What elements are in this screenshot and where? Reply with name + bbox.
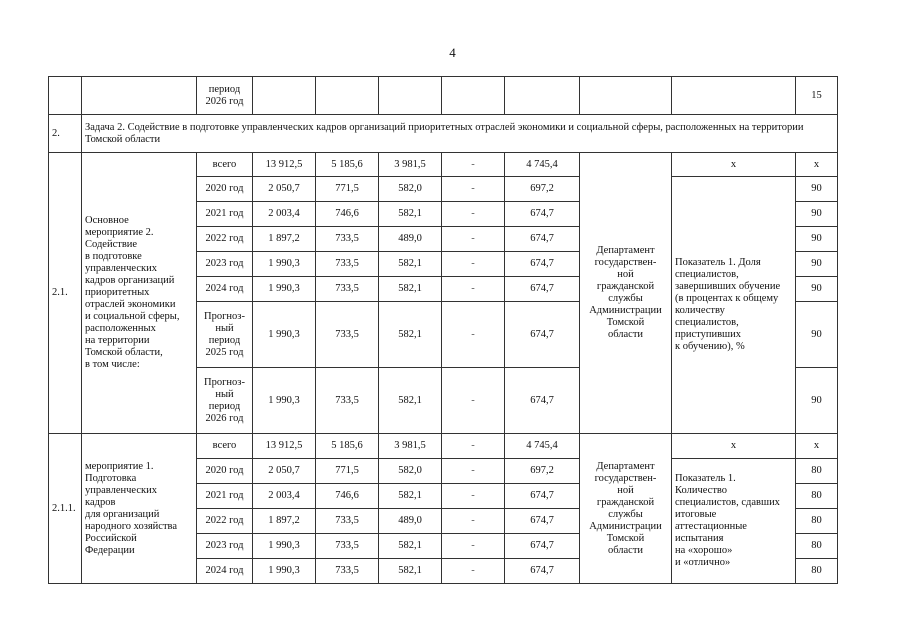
total-value: 2 050,7 — [253, 177, 316, 202]
value-cell — [379, 77, 442, 115]
block-name: Основное мероприятие 2. Содействие в подготовке управленческих кадров организаций приоритетных отраслей экономики и социальной сферы, расположенных на территории Томской области, в том числе: — [82, 153, 197, 434]
target-value-cell: 80 — [796, 509, 838, 534]
value-cell: - — [442, 177, 505, 202]
total-value: 13 912,5 — [253, 153, 316, 177]
value-cell: 582,0 — [379, 177, 442, 202]
target-value-cell: 90 — [796, 177, 838, 202]
department-cell: Департамент государствен- ной гражданской службы Администрации Томской области — [580, 153, 672, 434]
target-value-cell: 15 — [796, 77, 838, 115]
target-value-cell: 80 — [796, 484, 838, 509]
value-cell: 771,5 — [316, 459, 379, 484]
value-cell: 582,1 — [379, 252, 442, 277]
target-value-cell: 90 — [796, 202, 838, 227]
value-cell: 582,1 — [379, 368, 442, 434]
value-cell: - — [442, 534, 505, 559]
block-name: мероприятие 1. Подготовка управленческих кадров для организаций народного хозяйства Российской Федерации — [82, 434, 197, 584]
value-cell: 582,0 — [379, 459, 442, 484]
value-cell: - — [442, 153, 505, 177]
year-cell: 2024 год — [197, 277, 253, 302]
table-row — [49, 77, 838, 115]
total-value: 13 912,5 — [253, 434, 316, 459]
year-cell: 2020 год — [197, 459, 253, 484]
year-cell: 2021 год — [197, 202, 253, 227]
value-cell: 582,1 — [379, 484, 442, 509]
value-cell: 674,7 — [505, 559, 580, 584]
num-cell — [49, 77, 82, 115]
value-cell: 674,7 — [505, 484, 580, 509]
year-cell: 2022 год — [197, 227, 253, 252]
value-cell — [316, 77, 379, 115]
year-cell: Прогноз- ный период 2026 год — [197, 368, 253, 434]
year-cell: 2021 год — [197, 484, 253, 509]
value-cell: 3 981,5 — [379, 434, 442, 459]
target-value-cell: х — [796, 153, 838, 177]
target-value-cell: 80 — [796, 559, 838, 584]
year-cell: период 2026 год — [197, 77, 253, 115]
value-cell: 5 185,6 — [316, 434, 379, 459]
value-cell: - — [442, 434, 505, 459]
department-cell — [580, 77, 672, 115]
value-cell: 674,7 — [505, 368, 580, 434]
value-cell: - — [442, 459, 505, 484]
block-number: 2.1.1. — [49, 434, 82, 584]
value-cell: 582,1 — [379, 559, 442, 584]
value-cell: 733,5 — [316, 277, 379, 302]
value-cell: 674,7 — [505, 509, 580, 534]
value-cell: 733,5 — [316, 227, 379, 252]
total-value: 1 990,3 — [253, 368, 316, 434]
table-row — [49, 153, 838, 177]
value-cell: - — [442, 484, 505, 509]
value-cell: - — [442, 302, 505, 368]
value-cell: - — [442, 227, 505, 252]
year-cell: Прогноз- ный период 2025 год — [197, 302, 253, 368]
value-cell: 582,1 — [379, 302, 442, 368]
total-value: 2 050,7 — [253, 459, 316, 484]
target-value-cell: 90 — [796, 368, 838, 434]
value-cell: 3 981,5 — [379, 153, 442, 177]
target-value-cell: 90 — [796, 277, 838, 302]
year-cell: 2023 год — [197, 252, 253, 277]
name-cell — [82, 77, 197, 115]
year-cell: 2024 год — [197, 559, 253, 584]
block-number: 2.1. — [49, 153, 82, 434]
task-text: Задача 2. Содействие в подготовке управленческих кадров организаций приоритетных отраслей экономики и социальной сферы, расположенных на территории Томской области — [82, 115, 838, 153]
value-cell: 674,7 — [505, 534, 580, 559]
year-cell: 2023 год — [197, 534, 253, 559]
value-cell: 733,5 — [316, 368, 379, 434]
value-cell: - — [442, 202, 505, 227]
indicator-cell — [672, 77, 796, 115]
value-cell: 582,1 — [379, 202, 442, 227]
total-value: 1 990,3 — [253, 252, 316, 277]
total-value: 1 990,3 — [253, 534, 316, 559]
value-cell: 733,5 — [316, 252, 379, 277]
department-cell: Департамент государствен- ной гражданской службы Администрации Томской области — [580, 434, 672, 584]
value-cell: 674,7 — [505, 202, 580, 227]
value-cell: 697,2 — [505, 459, 580, 484]
value-cell — [442, 77, 505, 115]
year-cell: 2020 год — [197, 177, 253, 202]
target-value-cell: х — [796, 434, 838, 459]
value-cell — [505, 77, 580, 115]
program-table — [48, 76, 838, 584]
indicator-cell: Показатель 1. Доля специалистов, завершивших обучение (в процентах к общему количеству специалистов, приступивших к обучению), % — [672, 177, 796, 434]
value-cell: 733,5 — [316, 559, 379, 584]
target-value-cell: 80 — [796, 459, 838, 484]
value-cell: 674,7 — [505, 227, 580, 252]
value-cell: 582,1 — [379, 534, 442, 559]
value-cell: 697,2 — [505, 177, 580, 202]
value-cell: 489,0 — [379, 509, 442, 534]
total-value: 1 897,2 — [253, 227, 316, 252]
target-value-cell: 90 — [796, 227, 838, 252]
total-value: 2 003,4 — [253, 484, 316, 509]
value-cell: 771,5 — [316, 177, 379, 202]
value-cell — [253, 77, 316, 115]
value-cell: 489,0 — [379, 227, 442, 252]
target-value-cell: 90 — [796, 252, 838, 277]
indicator-total-cell: х — [672, 434, 796, 459]
value-cell: - — [442, 559, 505, 584]
value-cell: 4 745,4 — [505, 153, 580, 177]
value-cell: 746,6 — [316, 202, 379, 227]
value-cell: - — [442, 252, 505, 277]
value-cell: 733,5 — [316, 302, 379, 368]
value-cell: - — [442, 368, 505, 434]
total-value: 1 990,3 — [253, 559, 316, 584]
table-row — [49, 434, 838, 459]
value-cell: 733,5 — [316, 509, 379, 534]
total-value: 1 990,3 — [253, 302, 316, 368]
indicator-total-cell: х — [672, 153, 796, 177]
year-cell: всего — [197, 434, 253, 459]
total-value: 1 897,2 — [253, 509, 316, 534]
value-cell: 733,5 — [316, 534, 379, 559]
value-cell: 4 745,4 — [505, 434, 580, 459]
value-cell: 674,7 — [505, 252, 580, 277]
indicator-cell: Показатель 1. Количество специалистов, сдавших итоговые аттестационные испытания на «хорошо» и «отлично» — [672, 459, 796, 584]
value-cell: 746,6 — [316, 484, 379, 509]
value-cell: - — [442, 509, 505, 534]
target-value-cell: 90 — [796, 302, 838, 368]
value-cell: - — [442, 277, 505, 302]
task-number: 2. — [49, 115, 82, 153]
target-value-cell: 80 — [796, 534, 838, 559]
value-cell: 674,7 — [505, 277, 580, 302]
value-cell: 674,7 — [505, 302, 580, 368]
year-cell: 2022 год — [197, 509, 253, 534]
value-cell: 582,1 — [379, 277, 442, 302]
value-cell: 5 185,6 — [316, 153, 379, 177]
year-cell: всего — [197, 153, 253, 177]
task-row — [49, 115, 838, 153]
total-value: 2 003,4 — [253, 202, 316, 227]
total-value: 1 990,3 — [253, 277, 316, 302]
page-number: 4 — [449, 45, 456, 60]
